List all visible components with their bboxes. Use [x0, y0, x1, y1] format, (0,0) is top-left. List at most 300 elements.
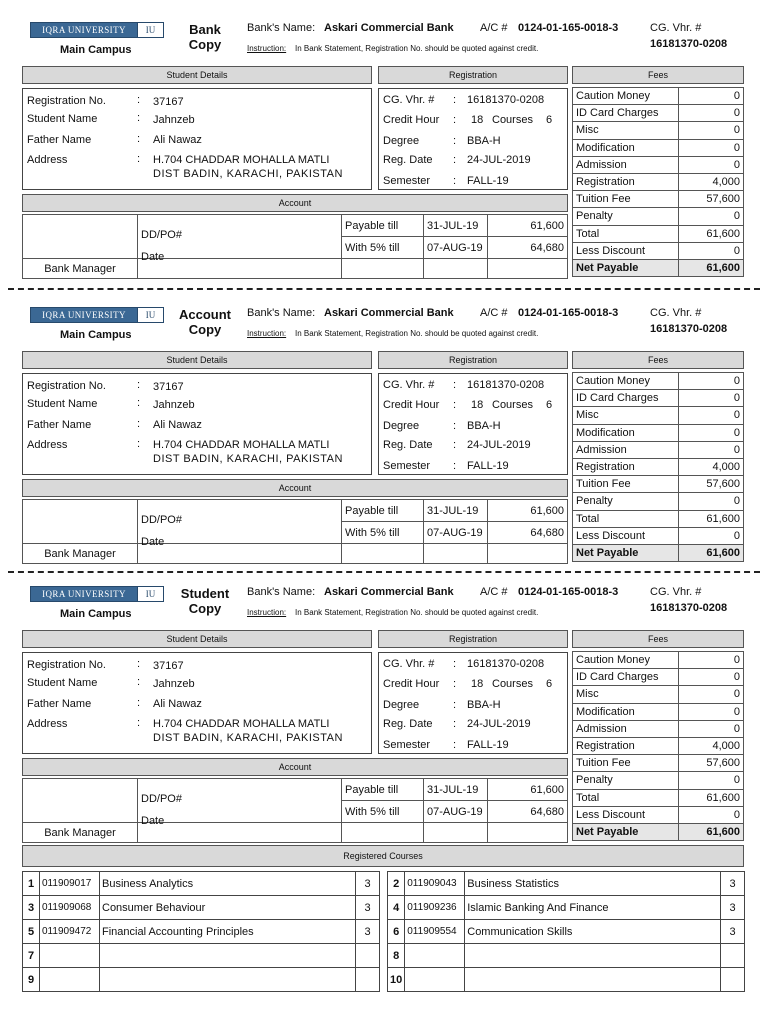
account-blank-cell	[488, 823, 568, 843]
copy-title-line2: Copy	[188, 322, 222, 337]
course-hours: 3	[721, 920, 745, 944]
fee-row	[573, 772, 744, 789]
payable-date: 31-JUL-19	[424, 215, 488, 237]
fees-header: Fees	[572, 630, 744, 648]
fee-label: Penalty	[573, 493, 679, 510]
fee-label: Registration	[573, 173, 679, 190]
colon: :	[137, 438, 141, 450]
courses-label: Courses	[492, 114, 533, 126]
fee-label: Less Discount	[573, 527, 679, 544]
colon: :	[137, 94, 141, 106]
course-hours	[356, 944, 380, 968]
fee-label: Registration	[573, 737, 679, 754]
colon: :	[137, 153, 141, 165]
voucher-label: CG. Vhr. #	[650, 22, 702, 34]
fee-value: 61,600	[679, 510, 744, 527]
address-label: Address	[27, 154, 68, 166]
account-blank-cell	[488, 259, 568, 279]
reg-no-value: 37167	[153, 381, 184, 393]
course-row	[388, 872, 745, 896]
voucher-label: CG. Vhr. #	[650, 307, 702, 319]
university-logo-name: IQRA UNIVERSITY	[31, 308, 137, 322]
fee-row	[573, 510, 744, 527]
campus-name: Main Campus	[60, 44, 132, 56]
fee-value: 57,600	[679, 755, 744, 772]
fee-value: 61,600	[679, 789, 744, 806]
copy-title-line1: Student	[180, 586, 230, 601]
course-number: 1	[23, 872, 40, 896]
fee-label: Tuition Fee	[573, 476, 679, 493]
course-hours: 3	[721, 872, 745, 896]
fee-value: 0	[679, 441, 744, 458]
payable-amount: 61,600	[488, 500, 568, 522]
fee-row	[573, 122, 744, 139]
course-code: 011909236	[405, 896, 465, 920]
late-date: 07-AUG-19	[424, 801, 488, 823]
address-line1: H.704 CHADDAR MOHALLA MATLI	[153, 154, 330, 166]
address-line2: DIST BADIN, KARACHI, PAKISTAN	[153, 732, 343, 744]
fee-value: 0	[679, 424, 744, 441]
reg-no-value: 37167	[153, 96, 184, 108]
colon: :	[137, 418, 141, 430]
fee-value: 0	[679, 493, 744, 510]
fee-value: 0	[679, 373, 744, 390]
bank-name-label: Bank's Name:	[247, 22, 316, 34]
date-label: Date	[141, 815, 165, 827]
course-number: 6	[388, 920, 405, 944]
account-table	[22, 499, 568, 564]
copy-title-line1: Account	[179, 307, 231, 322]
fee-value: 0	[679, 139, 744, 156]
cg-value: 16181370-0208	[467, 94, 545, 106]
course-name	[465, 968, 721, 992]
bank-name-label: Bank's Name:	[247, 586, 316, 598]
student-details-box	[22, 373, 372, 475]
account-table	[22, 214, 568, 279]
account-blank-cell	[138, 823, 342, 843]
ddpo-label: DD/PO#	[141, 793, 182, 805]
fee-row	[573, 424, 744, 441]
voucher-copy-2	[0, 285, 768, 560]
fee-label: Admission	[573, 156, 679, 173]
fee-value: 0	[679, 156, 744, 173]
bank-manager-label: Bank Manager	[23, 259, 138, 279]
fee-row	[573, 225, 744, 242]
fee-value: 61,600	[679, 544, 744, 561]
student-details-box	[22, 652, 372, 754]
course-name	[100, 944, 356, 968]
course-number: 4	[388, 896, 405, 920]
father-name-label: Father Name	[27, 698, 92, 710]
course-code	[40, 968, 100, 992]
student-name-label: Student Name	[27, 113, 98, 125]
fee-row	[573, 373, 744, 390]
semester-value: FALL-19	[467, 460, 509, 472]
course-hours: 3	[356, 920, 380, 944]
course-row	[388, 944, 745, 968]
voucher-label: CG. Vhr. #	[650, 586, 702, 598]
instruction	[247, 44, 538, 53]
course-name: Consumer Behaviour	[100, 896, 356, 920]
fee-label: Total	[573, 225, 679, 242]
instruction	[247, 329, 538, 338]
fee-row	[573, 527, 744, 544]
colon: :	[453, 114, 457, 126]
fees-table	[572, 651, 744, 841]
fee-label: Misc	[573, 686, 679, 703]
reg-date-label: Reg. Date	[383, 718, 433, 730]
course-code: 011909068	[40, 896, 100, 920]
university-logo	[30, 586, 164, 602]
fee-value: 0	[679, 669, 744, 686]
fees-table	[572, 87, 744, 277]
ac-number: 0124-01-165-0018-3	[518, 307, 619, 319]
fee-label: Total	[573, 789, 679, 806]
student-name-value: Jahnzeb	[153, 114, 195, 126]
course-row	[388, 968, 745, 992]
fee-row	[573, 669, 744, 686]
course-number: 7	[23, 944, 40, 968]
colon: :	[453, 658, 457, 670]
bank-name: Askari Commercial Bank	[324, 586, 454, 598]
ac-label: A/C #	[480, 22, 508, 34]
account-blank-cell	[424, 823, 488, 843]
fee-value: 0	[679, 122, 744, 139]
instruction-label: Instruction:	[247, 44, 287, 53]
degree-label: Degree	[383, 420, 420, 432]
semester-value: FALL-19	[467, 175, 509, 187]
course-code	[40, 944, 100, 968]
course-name	[100, 968, 356, 992]
course-row	[23, 920, 380, 944]
account-blank-cell	[488, 544, 568, 564]
reg-date-label: Reg. Date	[383, 439, 433, 451]
fee-value: 0	[679, 703, 744, 720]
fee-value: 0	[679, 208, 744, 225]
cut-line	[8, 571, 760, 573]
course-number: 2	[388, 872, 405, 896]
fee-value: 4,000	[679, 737, 744, 754]
courses-label: Courses	[492, 678, 533, 690]
cg-value: 16181370-0208	[467, 658, 545, 670]
colon: :	[453, 94, 457, 106]
semester-label: Semester	[383, 739, 431, 751]
fee-label: Misc	[573, 407, 679, 424]
fee-label: Caution Money	[573, 652, 679, 669]
university-logo-name: IQRA UNIVERSITY	[31, 587, 137, 601]
course-name	[465, 944, 721, 968]
fee-row	[573, 686, 744, 703]
fee-row	[573, 441, 744, 458]
credit-hour-value: 18	[471, 678, 484, 690]
fee-row	[573, 789, 744, 806]
late-label: With 5% till	[342, 801, 424, 823]
copy-title-line2: Copy	[188, 37, 222, 52]
cg-label: CG. Vhr. #	[383, 379, 435, 391]
course-code	[405, 968, 465, 992]
fee-label: Net Payable	[573, 823, 679, 840]
address-label: Address	[27, 439, 68, 451]
fee-row	[573, 737, 744, 754]
reg-date-value: 24-JUL-2019	[467, 154, 531, 166]
copy-title-line2: Copy	[188, 601, 222, 616]
bank-name-label: Bank's Name:	[247, 307, 316, 319]
course-row	[388, 920, 745, 944]
course-number: 5	[23, 920, 40, 944]
university-logo	[30, 307, 164, 323]
colon: :	[453, 678, 457, 690]
courses-header: Registered Courses	[22, 845, 744, 867]
course-name: Business Statistics	[465, 872, 721, 896]
fee-row	[573, 191, 744, 208]
copy-title	[176, 586, 234, 616]
fee-row	[573, 208, 744, 225]
ddpo-label: DD/PO#	[141, 514, 182, 526]
fee-row	[573, 703, 744, 720]
fee-label: Modification	[573, 139, 679, 156]
fee-label: Tuition Fee	[573, 755, 679, 772]
signature-cell	[23, 500, 138, 544]
fee-value: 61,600	[679, 225, 744, 242]
fee-row	[573, 105, 744, 122]
fee-label: Less Discount	[573, 806, 679, 823]
colon: :	[453, 379, 457, 391]
fees-header: Fees	[572, 351, 744, 369]
fee-row	[573, 720, 744, 737]
fee-value: 0	[679, 390, 744, 407]
campus-name: Main Campus	[60, 608, 132, 620]
copy-title-line1: Bank	[189, 22, 221, 37]
registration-header: Registration	[378, 630, 568, 648]
registration-header: Registration	[378, 351, 568, 369]
fee-value: 0	[679, 652, 744, 669]
fee-value: 0	[679, 88, 744, 105]
course-hours	[721, 968, 745, 992]
fee-row	[573, 458, 744, 475]
course-code: 011909472	[40, 920, 100, 944]
fee-label: ID Card Charges	[573, 390, 679, 407]
ddpo-label: DD/PO#	[141, 229, 182, 241]
father-name-value: Ali Nawaz	[153, 698, 202, 710]
course-number: 3	[23, 896, 40, 920]
fee-row	[573, 173, 744, 190]
account-header: Account	[22, 194, 568, 212]
fee-row	[573, 390, 744, 407]
payable-date: 31-JUL-19	[424, 779, 488, 801]
fee-value: 0	[679, 772, 744, 789]
fee-value: 57,600	[679, 191, 744, 208]
fee-value: 0	[679, 242, 744, 259]
fee-value: 57,600	[679, 476, 744, 493]
voucher-number: 16181370-0208	[650, 323, 728, 335]
cg-label: CG. Vhr. #	[383, 94, 435, 106]
fee-label: Caution Money	[573, 373, 679, 390]
course-name: Business Analytics	[100, 872, 356, 896]
registration-box	[378, 373, 568, 475]
credit-hour-value: 18	[471, 114, 484, 126]
late-label: With 5% till	[342, 522, 424, 544]
cg-label: CG. Vhr. #	[383, 658, 435, 670]
ac-number: 0124-01-165-0018-3	[518, 586, 619, 598]
courses-value: 6	[546, 114, 553, 126]
fee-row	[573, 755, 744, 772]
course-code: 011909554	[405, 920, 465, 944]
fees-table	[572, 372, 744, 562]
reg-date-value: 24-JUL-2019	[467, 439, 531, 451]
fee-row	[573, 823, 744, 840]
university-logo-abbr: IU	[137, 308, 163, 322]
colon: :	[453, 175, 457, 187]
father-name-label: Father Name	[27, 134, 92, 146]
account-blank-cell	[342, 544, 424, 564]
instruction-label: Instruction:	[247, 329, 287, 338]
colon: :	[453, 399, 457, 411]
registration-header: Registration	[378, 66, 568, 84]
reg-date-value: 24-JUL-2019	[467, 718, 531, 730]
date-label: Date	[141, 251, 165, 263]
colon: :	[453, 154, 457, 166]
account-blank-cell	[342, 259, 424, 279]
university-logo-abbr: IU	[137, 587, 163, 601]
course-hours	[721, 944, 745, 968]
fee-row	[573, 806, 744, 823]
bank-name: Askari Commercial Bank	[324, 307, 454, 319]
fee-label: Modification	[573, 703, 679, 720]
ac-number: 0124-01-165-0018-3	[518, 22, 619, 34]
account-blank-cell	[138, 259, 342, 279]
semester-label: Semester	[383, 460, 431, 472]
course-number: 9	[23, 968, 40, 992]
bank-manager-label: Bank Manager	[23, 544, 138, 564]
courses-value: 6	[546, 399, 553, 411]
father-name-value: Ali Nawaz	[153, 419, 202, 431]
late-label: With 5% till	[342, 237, 424, 259]
account-blank-cell	[424, 544, 488, 564]
copy-title	[176, 307, 234, 337]
instruction-text: In Bank Statement, Registration No. should be quoted against credit.	[295, 329, 539, 338]
fee-row	[573, 407, 744, 424]
reg-no-label: Registration No.	[27, 380, 106, 392]
voucher-copy-3	[0, 564, 768, 839]
colon: :	[453, 699, 457, 711]
student-name-value: Jahnzeb	[153, 399, 195, 411]
cg-value: 16181370-0208	[467, 379, 545, 391]
colon: :	[453, 460, 457, 472]
course-row	[388, 896, 745, 920]
ac-label: A/C #	[480, 307, 508, 319]
instruction-text: In Bank Statement, Registration No. should be quoted against credit.	[295, 44, 539, 53]
bank-name: Askari Commercial Bank	[324, 22, 454, 34]
account-header: Account	[22, 479, 568, 497]
course-code	[405, 944, 465, 968]
university-logo	[30, 22, 164, 38]
course-row	[23, 944, 380, 968]
registration-box	[378, 652, 568, 754]
fee-label: Modification	[573, 424, 679, 441]
degree-value: BBA-H	[467, 699, 501, 711]
degree-label: Degree	[383, 699, 420, 711]
credit-hour-label: Credit Hour	[383, 399, 440, 411]
student-name-label: Student Name	[27, 398, 98, 410]
semester-value: FALL-19	[467, 739, 509, 751]
voucher-number: 16181370-0208	[650, 38, 728, 50]
degree-value: BBA-H	[467, 135, 501, 147]
registration-box	[378, 88, 568, 190]
colon: :	[453, 135, 457, 147]
course-hours: 3	[356, 896, 380, 920]
payable-label: Payable till	[342, 779, 424, 801]
late-date: 07-AUG-19	[424, 522, 488, 544]
fee-label: ID Card Charges	[573, 669, 679, 686]
bank-manager-label: Bank Manager	[23, 823, 138, 843]
payable-date: 31-JUL-19	[424, 500, 488, 522]
course-row	[23, 896, 380, 920]
reg-no-label: Registration No.	[27, 659, 106, 671]
ddpo-cell	[138, 779, 342, 827]
father-name-label: Father Name	[27, 419, 92, 431]
course-row	[23, 968, 380, 992]
course-hours: 3	[721, 896, 745, 920]
course-number: 8	[388, 944, 405, 968]
degree-label: Degree	[383, 135, 420, 147]
fee-label: Net Payable	[573, 259, 679, 276]
fee-row	[573, 139, 744, 156]
student-details-header: Student Details	[22, 351, 372, 369]
fee-label: Total	[573, 510, 679, 527]
account-blank-cell	[424, 259, 488, 279]
fee-row	[573, 493, 744, 510]
voucher-copy-1	[0, 0, 768, 275]
date-label: Date	[141, 536, 165, 548]
ddpo-cell	[138, 215, 342, 263]
credit-hour-value: 18	[471, 399, 484, 411]
late-amount: 64,680	[488, 237, 568, 259]
fee-row	[573, 544, 744, 561]
colon: :	[453, 718, 457, 730]
fee-row	[573, 242, 744, 259]
course-number: 10	[388, 968, 405, 992]
fee-label: Tuition Fee	[573, 191, 679, 208]
student-details-header: Student Details	[22, 66, 372, 84]
fee-value: 0	[679, 105, 744, 122]
colon: :	[453, 420, 457, 432]
reg-no-label: Registration No.	[27, 95, 106, 107]
colon: :	[453, 439, 457, 451]
student-name-label: Student Name	[27, 677, 98, 689]
fee-value: 0	[679, 720, 744, 737]
course-name: Islamic Banking And Finance	[465, 896, 721, 920]
address-line1: H.704 CHADDAR MOHALLA MATLI	[153, 439, 330, 451]
course-name: Communication Skills	[465, 920, 721, 944]
fee-row	[573, 156, 744, 173]
instruction	[247, 608, 538, 617]
colon: :	[137, 112, 141, 124]
courses-value: 6	[546, 678, 553, 690]
colon: :	[137, 658, 141, 670]
university-logo-abbr: IU	[137, 23, 163, 37]
campus-name: Main Campus	[60, 329, 132, 341]
address-label: Address	[27, 718, 68, 730]
signature-cell	[23, 215, 138, 259]
course-row	[23, 872, 380, 896]
signature-cell	[23, 779, 138, 823]
fee-label: Registration	[573, 458, 679, 475]
colon: :	[137, 676, 141, 688]
father-name-value: Ali Nawaz	[153, 134, 202, 146]
fee-label: Admission	[573, 441, 679, 458]
fee-value: 0	[679, 407, 744, 424]
copy-title	[176, 22, 234, 52]
